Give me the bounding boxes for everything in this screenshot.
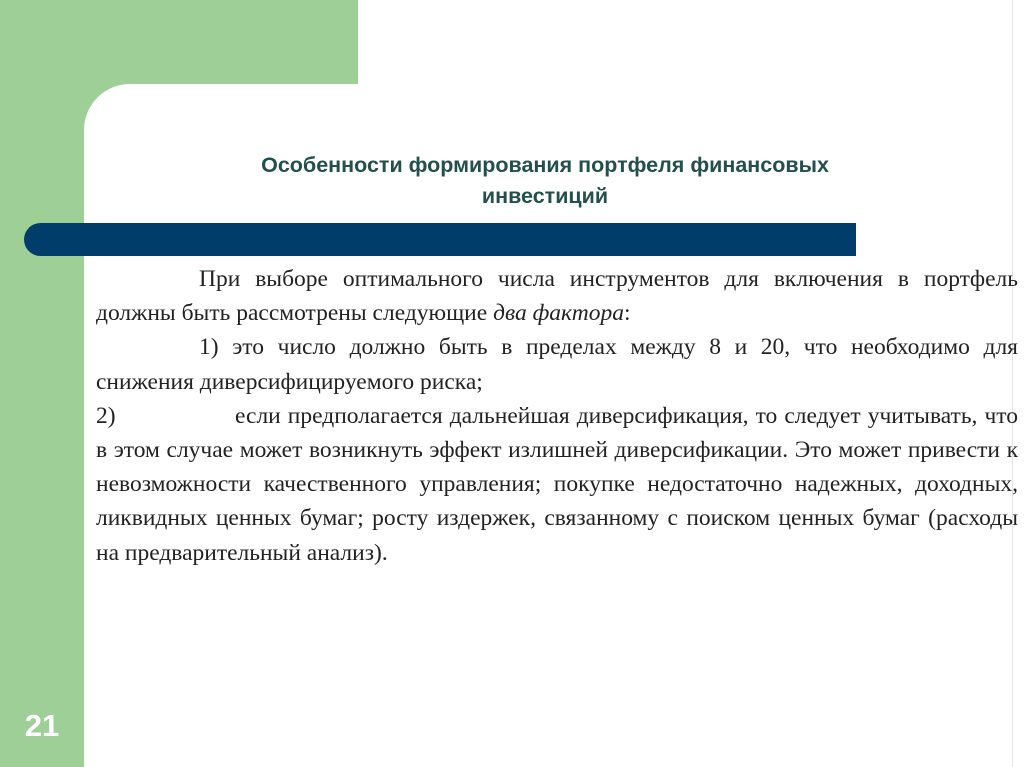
title-line-1: Особенности формирования портфеля финансовых [261,153,829,177]
title-underline-band [24,223,856,256]
slide-title [100,150,1012,212]
page-number: 21 [24,708,60,743]
paragraph-factor-2 [96,399,1018,570]
left-green-bar [0,0,84,767]
slide-body [96,262,1018,570]
intro-text: При выборе оптимального числа инструментов для включения в портфель должны быть рассмотрены следующие [96,266,1018,327]
title-line-2: инвестиций [481,184,609,208]
intro-emphasis: два фактора [493,300,624,327]
factor-2-text: если предполагается дальнейшая диверсификация, то следует учитывать, что в этом случае может возникнуть эффект излишней диверсификации. Это может привести к невозможности качественного управления; покупке недостаточно надежных, доходных, ликвидных ценных бумаг; росту издержек, связанному с поиском ценных бумаг (расходы на предварительный анализ). [96,402,1018,566]
top-green-block [0,0,358,84]
intro-colon: : [623,300,631,327]
paragraph-intro [96,262,1018,330]
paragraph-factor-1: 1) это число должно быть в пределах между 8 и 20, что необходимо для снижения диверсифицируемого риска; [96,334,1018,395]
factor-2-number: 2) [96,402,116,429]
